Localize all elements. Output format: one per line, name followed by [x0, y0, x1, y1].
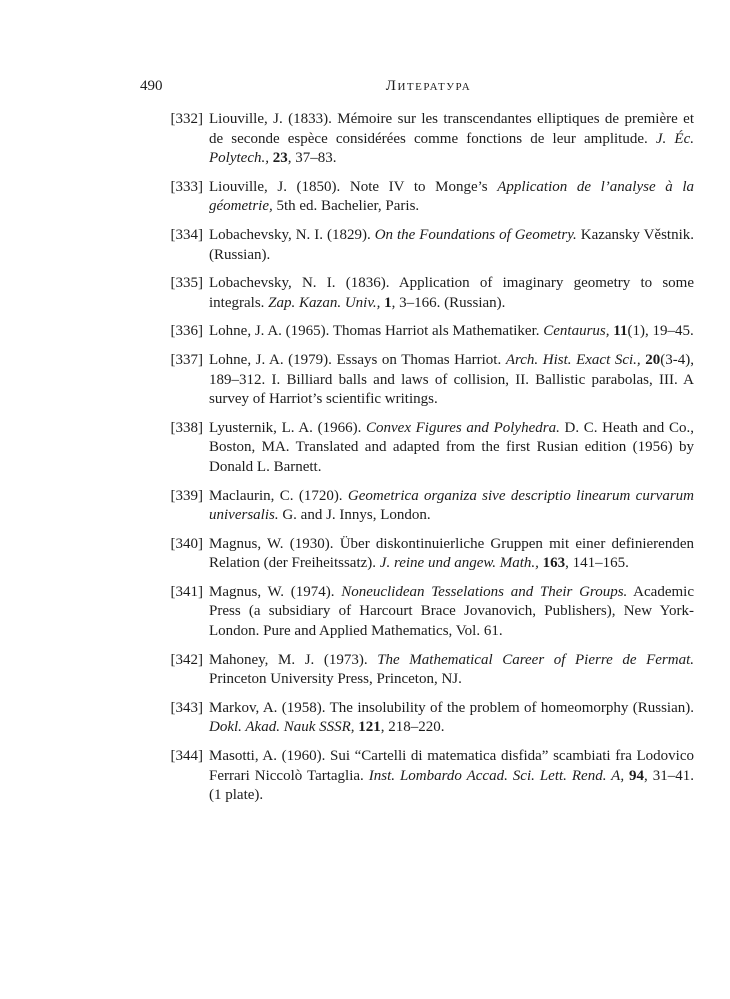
reference-segment: (3-4), 189–312. I. Billiard balls and laws of collision, II. Ballistic parabolas, III. A survey of Harriot’s scientific writings.: [209, 351, 695, 408]
reference-segment: Zap. Kazan. Univ.,: [268, 294, 385, 311]
reference-entry: [163, 699, 694, 738]
reference-text: [209, 652, 694, 688]
reference-segment: Lyusternik, L. A. (1966).: [209, 419, 366, 436]
reference-label: [341]: [170, 583, 203, 600]
reference-text: [209, 748, 694, 803]
reference-segment: Princeton University Press, Princeton, NJ.: [209, 671, 462, 688]
reference-text: [209, 179, 694, 215]
reference-segment: 11: [613, 323, 628, 340]
reference-segment: Mahoney, M. J. (1973).: [209, 651, 378, 668]
reference-label: [332]: [170, 111, 203, 127]
reference-segment: 23: [272, 150, 288, 167]
running-header: Литература: [385, 78, 472, 94]
reference-text: [209, 352, 694, 407]
reference-label: [338]: [170, 419, 203, 436]
reference-label: [333]: [170, 178, 203, 195]
reference-segment: J. Éc. Polytech.,: [209, 130, 694, 167]
reference-segment: , 3–166. (Russian).: [391, 294, 506, 311]
reference-segment: Lobachevsky, N. I. (1829).: [209, 226, 375, 243]
reference-segment: 1: [384, 294, 392, 311]
reference-segment: 94: [629, 767, 645, 784]
reference-segment: Arch. Hist. Exact Sci.,: [505, 351, 646, 368]
reference-segment: 20: [645, 351, 661, 368]
reference-segment: Inst. Lombardo Accad. Sci. Lett. Rend. A,: [368, 767, 630, 784]
reference-label: [335]: [170, 275, 203, 292]
reference-segment: D. C. Heath and Co., Boston, MA. Translated and adapted from the first Rusian edition (1956) by Donald L. Barnett.: [209, 419, 694, 475]
reference-segment: Academic Press (a subsidiary of Harcourt Brace Jovanovich, Publishers), New York-London. Pure and Applied Mathematics, Vol. 61.: [209, 583, 694, 640]
reference-segment: 163: [542, 555, 566, 572]
reference-entry: [163, 178, 694, 217]
reference-text: [209, 536, 694, 572]
reference-entry: [163, 651, 694, 690]
reference-entry: [163, 535, 694, 574]
reference-label: [339]: [170, 487, 203, 504]
reference-segment: Application de l’analyse à la géometrie,: [209, 178, 694, 215]
reference-text: [209, 323, 694, 339]
reference-segment: Lohne, J. A. (1965). Thomas Harriot als Mathematiker.: [209, 323, 544, 340]
reference-segment: Liouville, J. (1833). Mémoire sur les transcendantes elliptiques de première et de seconde espèce considérées comme fonctions de leur amplitude.: [209, 111, 694, 147]
reference-entry: [163, 274, 694, 313]
reference-text: [209, 584, 694, 639]
reference-segment: , 141–165.: [565, 555, 629, 572]
page-number: 490: [140, 78, 163, 94]
reference-entry: [163, 322, 694, 342]
reference-segment: Noneuclidean Tesselations and Their Groups.: [341, 583, 628, 600]
reference-entry: [163, 583, 694, 642]
reference-entry: [163, 487, 694, 526]
reference-segment: Markov, A. (1958). The insolubility of the problem of homeomorphy (Russian).: [209, 699, 694, 716]
reference-label: [343]: [170, 699, 203, 716]
reference-segment: Dokl. Akad. Nauk SSSR,: [209, 719, 359, 736]
reference-text: [209, 700, 694, 736]
reference-segment: , 218–220.: [380, 719, 445, 736]
reference-segment: Magnus, W. (1974).: [209, 583, 342, 600]
reference-entry: [163, 419, 694, 478]
reference-segment: , 31–41. (1 plate).: [209, 767, 694, 804]
reference-segment: 5th ed. Bachelier, Paris.: [272, 198, 420, 215]
reference-segment: Masotti, A. (1960). Sui “Cartelli di matematica disfida” scambiati fra Lodovico Ferrari Niccolò Tartaglia.: [209, 748, 694, 784]
reference-segment: On the Foundations of Geometry.: [374, 226, 577, 243]
reference-label: [336]: [170, 323, 203, 340]
reference-segment: Convex Figures and Polyhedra.: [366, 419, 560, 436]
reference-segment: Lobachevsky, N. I. (1836). Application of imaginary geometry to some integrals.: [209, 275, 694, 311]
reference-entry: [163, 747, 694, 806]
reference-text: [209, 275, 694, 311]
reference-segment: Lohne, J. A. (1979). Essays on Thomas Harriot.: [209, 351, 506, 368]
reference-segment: , 37–83.: [287, 150, 337, 167]
reference-label: [334]: [170, 226, 203, 243]
reference-text: [209, 488, 694, 524]
reference-segment: Centaurus,: [543, 323, 614, 340]
reference-segment: Magnus, W. (1930). Über diskontinuierliche Gruppen mit einer definierenden Relation (der Freiheitssatz).: [209, 535, 694, 572]
reference-segment: (1), 19–45.: [627, 323, 694, 340]
reference-label: [344]: [170, 748, 203, 765]
reference-segment: G. and J. Innys, London.: [278, 507, 431, 524]
reference-segment: J. reine und angew. Math.,: [379, 555, 543, 572]
reference-text: [209, 111, 694, 166]
reference-entry: [163, 110, 694, 169]
reference-text: [209, 420, 694, 475]
reference-segment: Liouville, J. (1850). Note IV to Monge’s: [209, 178, 498, 195]
reference-segment: Maclaurin, C. (1720).: [209, 487, 348, 504]
reference-list: [163, 110, 694, 815]
reference-label: [340]: [170, 535, 203, 552]
reference-entry: [163, 351, 694, 410]
reference-segment: Kazansky Věstnik. (Russian).: [209, 226, 694, 263]
reference-label: [337]: [170, 351, 203, 368]
reference-text: [209, 227, 694, 263]
reference-label: [342]: [170, 651, 203, 668]
reference-segment: The Mathematical Career of Pierre de Fermat.: [377, 651, 695, 668]
reference-segment: 121: [358, 719, 381, 736]
reference-segment: Geometrica organiza sive descriptio linearum curvarum universalis.: [209, 487, 694, 524]
reference-entry: [163, 226, 694, 265]
